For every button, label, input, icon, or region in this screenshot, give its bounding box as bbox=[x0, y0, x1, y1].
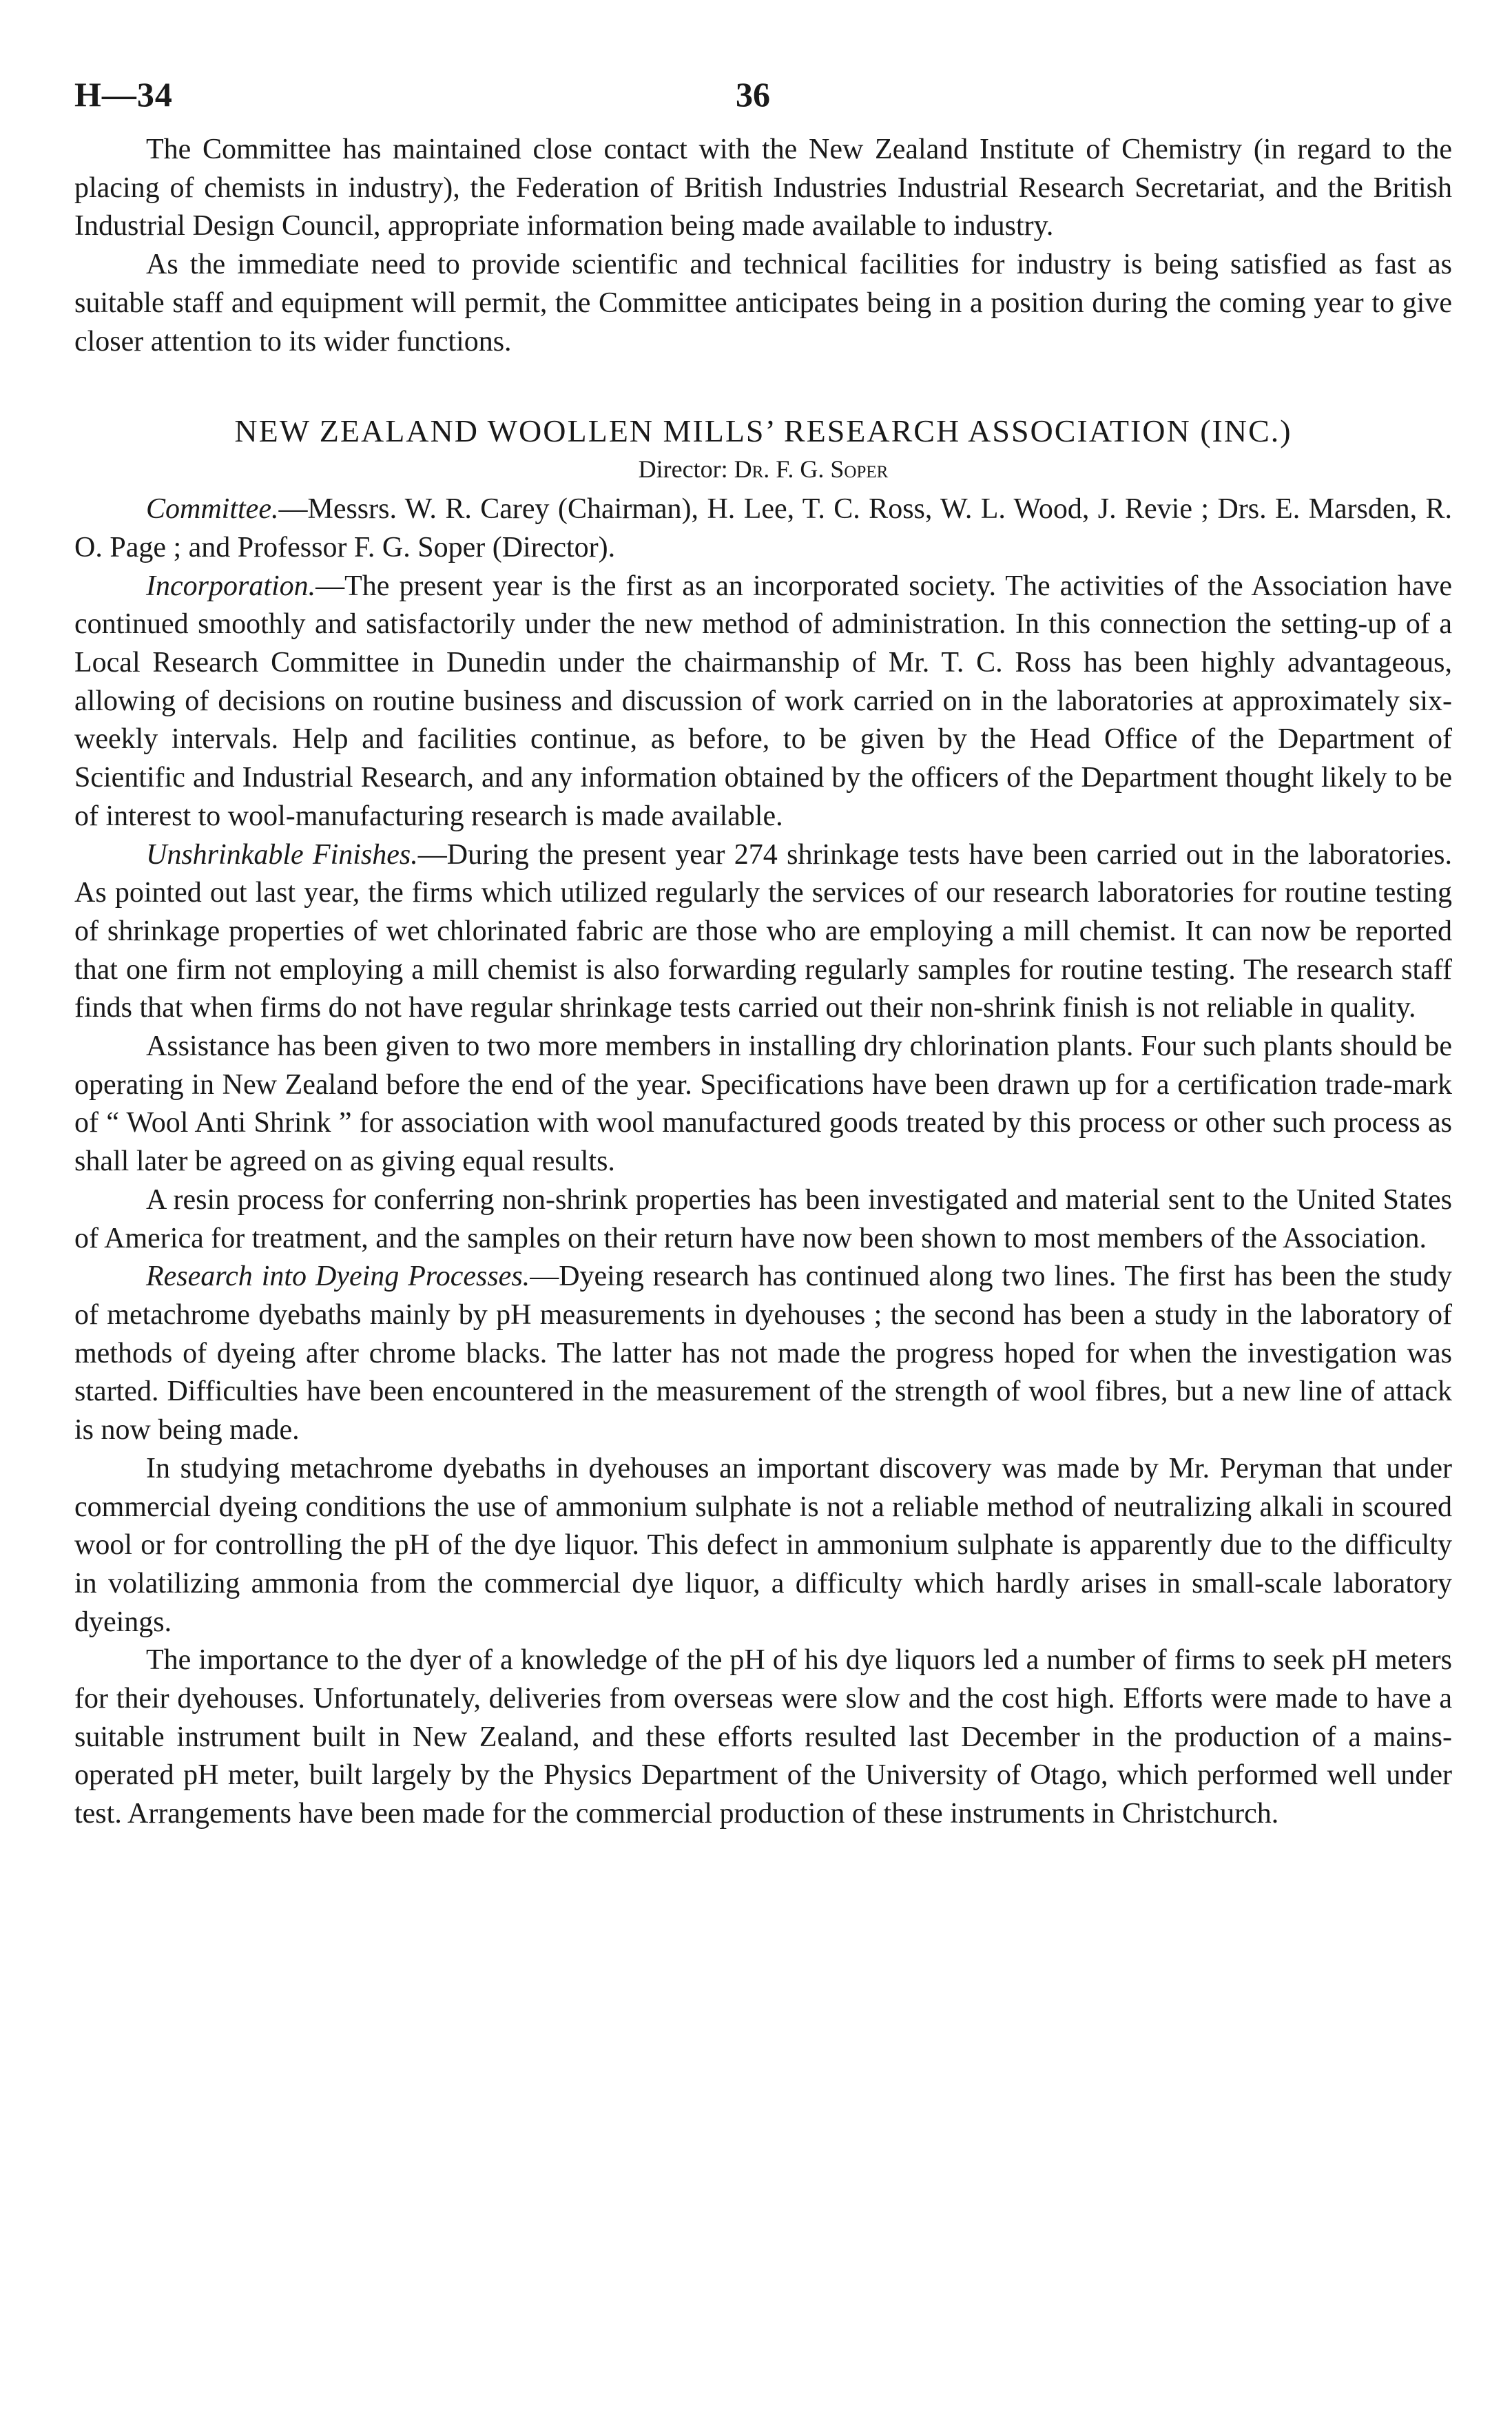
paragraph-lead: Incorporation. bbox=[146, 570, 316, 602]
director-name: Dr. F. G. Soper bbox=[734, 455, 889, 484]
paragraph-text: In studying metachrome dyebaths in dyehouses an important discovery was made by Mr. Peryman that under commercial dyeing conditions the use of ammonium sulphate is not a reliable method of neutralizing alkali in scoured wool or for controlling the pH of the dye liquor. This defect in ammonium sulphate is apparently due to the difficulty in volatilizing ammonia from the commercial dye liquor, a difficulty which hardly arises in small-scale laboratory dyeings. bbox=[74, 1452, 1452, 1638]
paragraph-text: —The present year is the first as an incorporated society. The activities of the Association have continued smoothly and satisfactorily under the new method of administration. In this connection the setting-up of a Local Research Committee in Dunedin under the chairmanship of Mr. T. C. Ross has been highly advantageous, allowing of decisions on routine business and discussion of work carried on in the laboratories at approximately six-weekly intervals. Help and facilities continue, as before, to be given by the Head Office of the Department of Scientific and Industrial Research, and any information obtained by the officers of the Department thought likely to be of interest to wool-manufacturing research is made available. bbox=[74, 570, 1452, 832]
paragraph-text: —Dyeing research has continued along two lines. The first has been the study of metachrome dyebaths mainly by pH measurements in dyehouses ; the second has been a study in the laboratory of methods of dyeing after chrome blacks. The latter has not made the progress hoped for when the investigation was started. Difficulties have been encountered in the measurement of the strength of wool fibres, but a new line of attack is now being made. bbox=[74, 1261, 1453, 1447]
body-paragraph-metachrome bbox=[74, 1450, 1452, 1642]
paragraph-text: Assistance has been given to two more members in installing dry chlorination plants. Four such plants should be operating in New Zealand before the end of the year. Specifications have been drawn up for a certification trade-mark of “ Wool Anti Shrink ” for association with wool manufactured goods treated by this process or other such process as shall later be agreed on as giving equal results. bbox=[74, 1030, 1452, 1178]
page-header bbox=[74, 76, 1452, 131]
paragraph-text: —Messrs. W. R. Carey (Chairman), H. Lee, T. C. Ross, W. L. Wood, J. Revie ; Drs. E. Marsden, R. O. Page ; and Professor F. G. Soper (Director). bbox=[74, 493, 1452, 563]
paragraph-text: A resin process for conferring non-shrink properties has been investigated and material sent to the United States of America for treatment, and the samples on their return have now been shown to most members of the Association. bbox=[74, 1183, 1452, 1254]
body-paragraph-unshrinkable bbox=[74, 836, 1452, 1028]
director-label: Director: bbox=[638, 455, 728, 484]
document-page bbox=[74, 76, 1452, 1834]
paragraph-lead: Committee. bbox=[146, 493, 279, 526]
body-paragraph-ph-meters bbox=[74, 1641, 1452, 1834]
section-title: NEW ZEALAND WOOLLEN MILLS’ RESEARCH ASSOCIATION (INC.) bbox=[234, 413, 1292, 449]
page-number: 36 bbox=[736, 75, 770, 114]
paragraph-text: The importance to the dyer of a knowledge of the pH of his dye liquors led a number of firms to seek pH meters for their dyehouses. Unfortunately, deliveries from overseas were slow and the cost high. Efforts were made to have a suitable instrument built in New Zealand, and these efforts resulted last December in the production of a mains-operated pH meter, built largely by the Physics Department of the University of Otago, which performed well under test. Arrangements have been made for the commercial production of these instruments in Christchurch. bbox=[74, 1644, 1452, 1830]
body-paragraph-incorporation bbox=[74, 568, 1452, 836]
body-paragraph-committee bbox=[74, 490, 1452, 567]
director-line bbox=[74, 452, 1452, 486]
paragraph-lead: Research into Dyeing Processes. bbox=[146, 1261, 530, 1293]
paragraph-lead: Unshrinkable Finishes. bbox=[146, 838, 418, 871]
paragraph-text: —During the present year 274 shrinkage tests have been carried out in the laboratories. As pointed out last year, the firms which utilized regularly the services of our research laboratories for routine testing of shrinkage properties of wet chlorinated fabric are those who are employing a mill chemist. It can now be reported that one firm not employing a mill chemist is also forwarding regularly samples for routine testing. The research staff finds that when firms do not have regular shrinkage tests carried out their non-shrink finish is not reliable in quality. bbox=[74, 838, 1452, 1024]
body-paragraph-chlorination bbox=[74, 1028, 1452, 1181]
intro-paragraph-2: As the immediate need to provide scientific and technical facilities for industry is being satisfied as fast as suitable staff and equipment will permit, the Committee anticipates being in a position during the coming year to give closer attention to its wider functions. bbox=[74, 249, 1452, 358]
body-paragraph-dyeing bbox=[74, 1258, 1452, 1450]
body-paragraph-resin bbox=[74, 1181, 1452, 1258]
intro-paragraph-1: The Committee has maintained close contact with the New Zealand Institute of Chemistry (in regard to the placing of chemists in industry), the Federation of British Industries Industrial Research Secretariat, and the British Industrial Design Council, appropriate information being made available to industry. bbox=[74, 134, 1452, 242]
document-reference: H—34 bbox=[74, 75, 173, 114]
